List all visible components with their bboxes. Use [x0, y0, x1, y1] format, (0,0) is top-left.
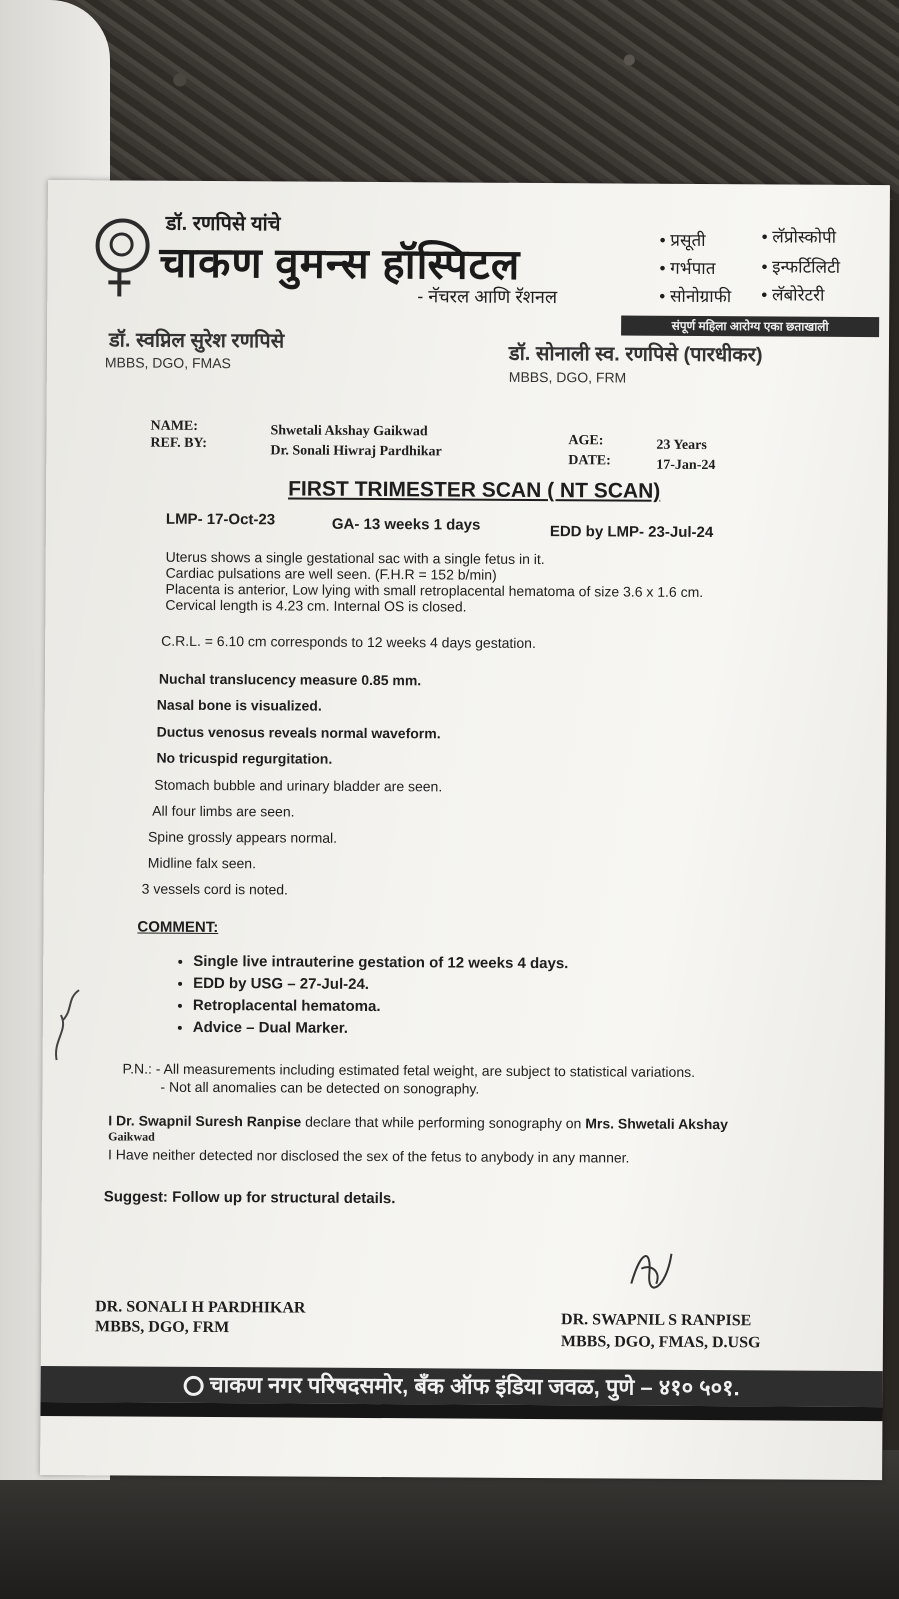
- finding-item: Nasal bone is visualized.: [156, 696, 322, 714]
- declaration-line: Gaikwad: [108, 1129, 155, 1144]
- service-item: • गर्भपात: [659, 258, 716, 279]
- logo-cross: [108, 280, 130, 284]
- patient-name: Shwetali Akshay Gaikwad: [270, 423, 428, 440]
- suggestion: Suggest: Follow up for structural details.: [103, 1188, 396, 1208]
- finding-item: 3 vessels cord is noted.: [141, 880, 289, 898]
- comment-item: • Single live intrauterine gestation of 12 weeks 4 days.: [193, 951, 568, 975]
- comment-item: • EDD by USG – 27-Jul-24.: [193, 973, 568, 997]
- report-sheet: [40, 180, 890, 1480]
- declaration-text: declare that while performing sonography on: [301, 1113, 586, 1132]
- finding-item: All four limbs are seen.: [152, 802, 295, 820]
- logo-inner-ring: [110, 232, 134, 256]
- right-signatory-name: DR. SWAPNIL S RANPISE: [560, 1311, 752, 1330]
- service-item: • प्रसूती: [659, 230, 706, 251]
- left-signatory-name: DR. SONALI H PARDHIKAR: [95, 1298, 306, 1317]
- ref-label: REF. BY:: [150, 435, 207, 451]
- left-doctor-name: डॉ. स्वप्निल सुरेश रणपिसे: [108, 329, 285, 353]
- pn-line: - Not all anomalies can be detected on sonography.: [160, 1078, 480, 1097]
- report-title: FIRST TRIMESTER SCAN ( NT SCAN): [288, 477, 661, 503]
- hospital-banner: संपूर्ण महिला आरोग्य एका छताखाली: [621, 316, 879, 338]
- signature-icon: [621, 1244, 681, 1294]
- finding-item: Nuchal translucency measure 0.85 mm.: [158, 670, 422, 689]
- gestational-age: GA- 13 weeks 1 days: [331, 515, 481, 534]
- hospital-prefix: डॉ. रणपिसे यांचे: [165, 212, 281, 236]
- left-signatory-degree: MBBS, DGO, FRM: [94, 1318, 230, 1337]
- report-date: 17-Jan-24: [656, 457, 716, 474]
- finding-item: Ductus venosus reveals normal waveform.: [156, 723, 441, 742]
- age-label: AGE:: [568, 433, 604, 449]
- edd-by-lmp: EDD by LMP- 23-Jul-24: [549, 523, 714, 542]
- left-doctor-degree: MBBS, DGO, FMAS: [104, 354, 231, 372]
- right-signatory-degree: MBBS, DGO, FMAS, D.USG: [560, 1333, 761, 1352]
- comment-item: • Advice – Dual Marker.: [193, 1017, 568, 1041]
- service-item: • इन्फर्टिलिटी: [761, 257, 841, 277]
- declaration-line: I Have neither detected nor disclosed the sex of the fetus to anybody in any manner.: [108, 1146, 630, 1166]
- service-item: • सोनोग्राफी: [659, 286, 732, 307]
- date-label: DATE:: [568, 453, 611, 469]
- comment-item: • Retroplacental hematoma.: [193, 995, 568, 1019]
- crl-line: C.R.L. = 6.10 cm corresponds to 12 weeks 4 days gestation.: [161, 632, 536, 651]
- paragraph-line: Cervical length is 4.23 cm. Internal OS is closed.: [165, 596, 467, 615]
- paragraph-line: Uterus shows a single gestational sac with a single fetus in it.: [165, 548, 545, 568]
- finding-item: Midline falx seen.: [147, 854, 257, 872]
- comment-heading: COMMENT:: [137, 918, 219, 937]
- finding-item: No tricuspid regurgitation.: [156, 749, 333, 767]
- hospital-address: चाकण नगर परिषदसमोर, बँक ऑफ इंडिया जवळ, पुणे – ४१० ५०१.: [209, 1372, 740, 1401]
- service-item: • लॅबोरेटरी: [761, 285, 825, 305]
- address-footer: [41, 1366, 883, 1407]
- paragraph-line: Placenta is anterior, Low lying with small retroplacental hematoma of size 3.6 x 1.6 cm.: [165, 580, 704, 601]
- right-doctor-degree: MBBS, DGO, FRM: [508, 368, 627, 386]
- hospital-tagline: - नॅचरल आणि रॅशनल: [417, 286, 558, 308]
- comment-list: [171, 951, 569, 1041]
- patient-age: 23 Years: [656, 437, 707, 454]
- background-surface: [0, 0, 899, 200]
- hospital-name: चाकण वुमन्स हॉस्पिटल: [159, 238, 521, 288]
- right-doctor-name: डॉ. सोनाली स्व. रणपिसे (पारधीकर): [508, 342, 763, 367]
- paragraph-line: Cardiac pulsations are well seen. (F.H.R = 152 b/min): [165, 564, 497, 583]
- location-pin-icon: [184, 1376, 204, 1396]
- pn-line: P.N.: - All measurements including estimated fetal weight, are subject to statistical variations.: [122, 1060, 696, 1080]
- declaration-line: [108, 1112, 728, 1132]
- declaring-doctor: I Dr. Swapnil Suresh Ranpise: [108, 1112, 302, 1130]
- referring-doctor: Dr. Sonali Hiwraj Pardhikar: [270, 443, 442, 460]
- finding-item: Spine grossly appears normal.: [147, 828, 338, 846]
- service-item: • लॅप्रोस्कोपी: [761, 227, 837, 247]
- finding-item: Stomach bubble and urinary bladder are seen.: [154, 776, 443, 795]
- name-label: NAME:: [150, 418, 198, 434]
- lmp-value: LMP- 17-Oct-23: [165, 510, 276, 529]
- declared-patient: Mrs. Shwetali Akshay: [585, 1115, 728, 1133]
- handwritten-mark-icon: [49, 980, 90, 1070]
